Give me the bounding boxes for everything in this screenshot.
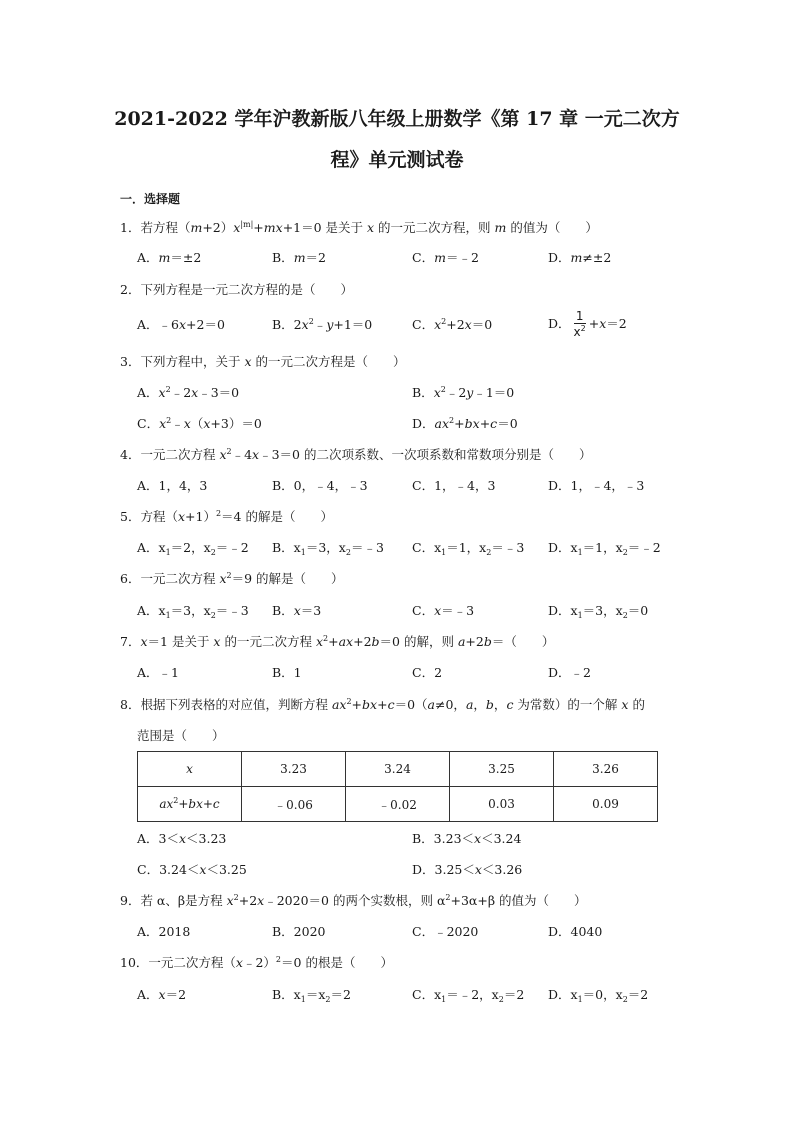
table-cell: ﹣0.02 <box>346 787 450 822</box>
table-cell: 3.24 <box>346 752 450 787</box>
q7-option-b[interactable]: B．1 <box>272 665 302 680</box>
q7-option-d[interactable]: D．﹣2 <box>548 665 591 680</box>
q9-option-d[interactable]: D．4040 <box>548 924 603 939</box>
q3-option-c[interactable]: C．$x^2﹣x(x+3)=0$ <box>137 416 262 431</box>
table-cell: 3.25 <box>450 752 554 787</box>
table-cell: ﹣0.06 <box>242 787 346 822</box>
q3-option-d[interactable]: D．$ax^2+bx+c=0$ <box>412 416 518 431</box>
question-8-stem-line2: 范围是（ ） <box>137 728 225 743</box>
q9-option-b[interactable]: B．2020 <box>272 924 326 939</box>
q5-option-d[interactable]: D．$x_1=1$，$x_2=﹣2$ <box>548 540 661 557</box>
q1-option-b[interactable]: B．m＝2 <box>272 250 326 265</box>
question-4-stem: 4．一元二次方程 $x^2﹣4x﹣3=0$ 的二次项系数、一次项系数和常数项分别是（ ） <box>120 447 592 462</box>
q4-option-a[interactable]: A．1，4，3 <box>137 478 208 493</box>
q10-option-a[interactable]: A．x＝2 <box>137 987 187 1002</box>
page-title-line2: 程》单元测试卷 <box>330 149 464 171</box>
table-cell: 0.09 <box>554 787 658 822</box>
q7-option-c[interactable]: C．2 <box>412 665 443 680</box>
q8-option-d[interactable]: D．3.25＜x＜3.26 <box>412 862 523 877</box>
q6-option-a[interactable]: A．$x_1=3$，$x_2=﹣3$ <box>137 603 249 620</box>
q6-option-c[interactable]: C．x＝﹣3 <box>412 603 475 618</box>
section-heading: 一．选择题 <box>120 192 181 206</box>
q2-option-d[interactable]: D． $\frac{1}{x^2}$ +x＝2 <box>548 309 627 339</box>
q4-option-c[interactable]: C．1，﹣4，3 <box>412 478 496 493</box>
question-1-stem: 1．若方程$(m+2)x^{|m|}+mx+1=0$ 是关于 x 的一元二次方程，则 m 的值为（ ） <box>120 220 598 235</box>
q6-option-d[interactable]: D．$x_1=3$，$x_2=0$ <box>548 603 649 620</box>
q1-option-a[interactable]: A．m＝±2 <box>137 250 202 265</box>
q6-option-b[interactable]: B．x＝3 <box>272 603 322 618</box>
q3-option-b[interactable]: B．$x^2﹣2y﹣1=0$ <box>412 385 515 400</box>
question-7-stem: 7．x＝1 是关于 x 的一元二次方程 $x^2+ax+2b=0$ 的解，则 a+2b＝（ ） <box>120 634 555 649</box>
q1-option-d[interactable]: D．m≠±2 <box>548 250 612 265</box>
q7-option-a[interactable]: A．﹣1 <box>137 665 179 680</box>
q8-option-c[interactable]: C．3.24＜x＜3.25 <box>137 862 247 877</box>
q5-option-b[interactable]: B．$x_1=3$，$x_2=﹣3$ <box>272 540 384 557</box>
table-header-cell: $ax^2+bx+c$ <box>138 787 242 822</box>
table-row <box>138 752 658 787</box>
q1-option-c[interactable]: C．m＝﹣2 <box>412 250 479 265</box>
q4-option-d[interactable]: D．1，﹣4，﹣3 <box>548 478 645 493</box>
question-3-stem: 3．下列方程中，关于 x 的一元二次方程是（ ） <box>120 354 406 369</box>
table-row <box>138 787 658 822</box>
table-cell: 3.26 <box>554 752 658 787</box>
question-6-stem: 6．一元二次方程 $x^2=9$ 的解是（ ） <box>120 571 344 586</box>
q9-option-a[interactable]: A．2018 <box>137 924 191 939</box>
q2-option-a[interactable]: A．﹣6x+2＝0 <box>137 317 225 332</box>
question-9-stem: 9．若 α、β是方程 $x^2+2x﹣2020=0$ 的两个实数根，则 $\alpha^2+3\alpha+\beta$ 的值为（ ） <box>120 893 587 908</box>
q2-option-c[interactable]: C．$x^2+2x=0$ <box>412 317 493 332</box>
question-2-stem: 2．下列方程是一元二次方程的是（ ） <box>120 282 353 297</box>
question-10-stem: 10．一元二次方程（x﹣2）$^2$＝0 的根是（ ） <box>120 955 393 970</box>
question-8-stem: 8．根据下列表格的对应值，判断方程 $ax^2+bx+c=0(a\ne 0$，a，b，c 为常数）的一个解 x 的 <box>120 697 645 712</box>
q8-option-b[interactable]: B．3.23＜x＜3.24 <box>412 831 522 846</box>
q9-option-c[interactable]: C．﹣2020 <box>412 924 479 939</box>
q2-option-b[interactable]: B．$2x^2﹣y+1=0$ <box>272 317 373 332</box>
q8-option-a[interactable]: A．3＜x＜3.23 <box>137 831 227 846</box>
page-title-line1: 2021-2022 学年沪教新版八年级上册数学《第 17 章 一元二次方 <box>114 108 680 130</box>
q5-option-c[interactable]: C．$x_1=1$，$x_2=﹣3$ <box>412 540 525 557</box>
fraction: $\frac{1}{x^2}$ <box>573 309 586 339</box>
question-5-stem: 5．方程$(x+1)^2=4$ 的解是（ ） <box>120 509 333 524</box>
table-cell: 0.03 <box>450 787 554 822</box>
q3-option-a[interactable]: A．$x^2﹣2x﹣3=0$ <box>137 385 240 400</box>
q10-option-d[interactable]: D．$x_1=0$，$x_2=2$ <box>548 987 649 1004</box>
table-header-cell: x <box>138 752 242 787</box>
q4-option-b[interactable]: B．0，﹣4，﹣3 <box>272 478 368 493</box>
q5-option-a[interactable]: A．$x_1=2$，$x_2=﹣2$ <box>137 540 249 557</box>
q10-option-c[interactable]: C．$x_1=﹣2$，$x_2=2$ <box>412 987 525 1004</box>
value-table <box>137 751 658 822</box>
table-cell: 3.23 <box>242 752 346 787</box>
q10-option-b[interactable]: B．$x_1=x_2=2$ <box>272 987 351 1004</box>
